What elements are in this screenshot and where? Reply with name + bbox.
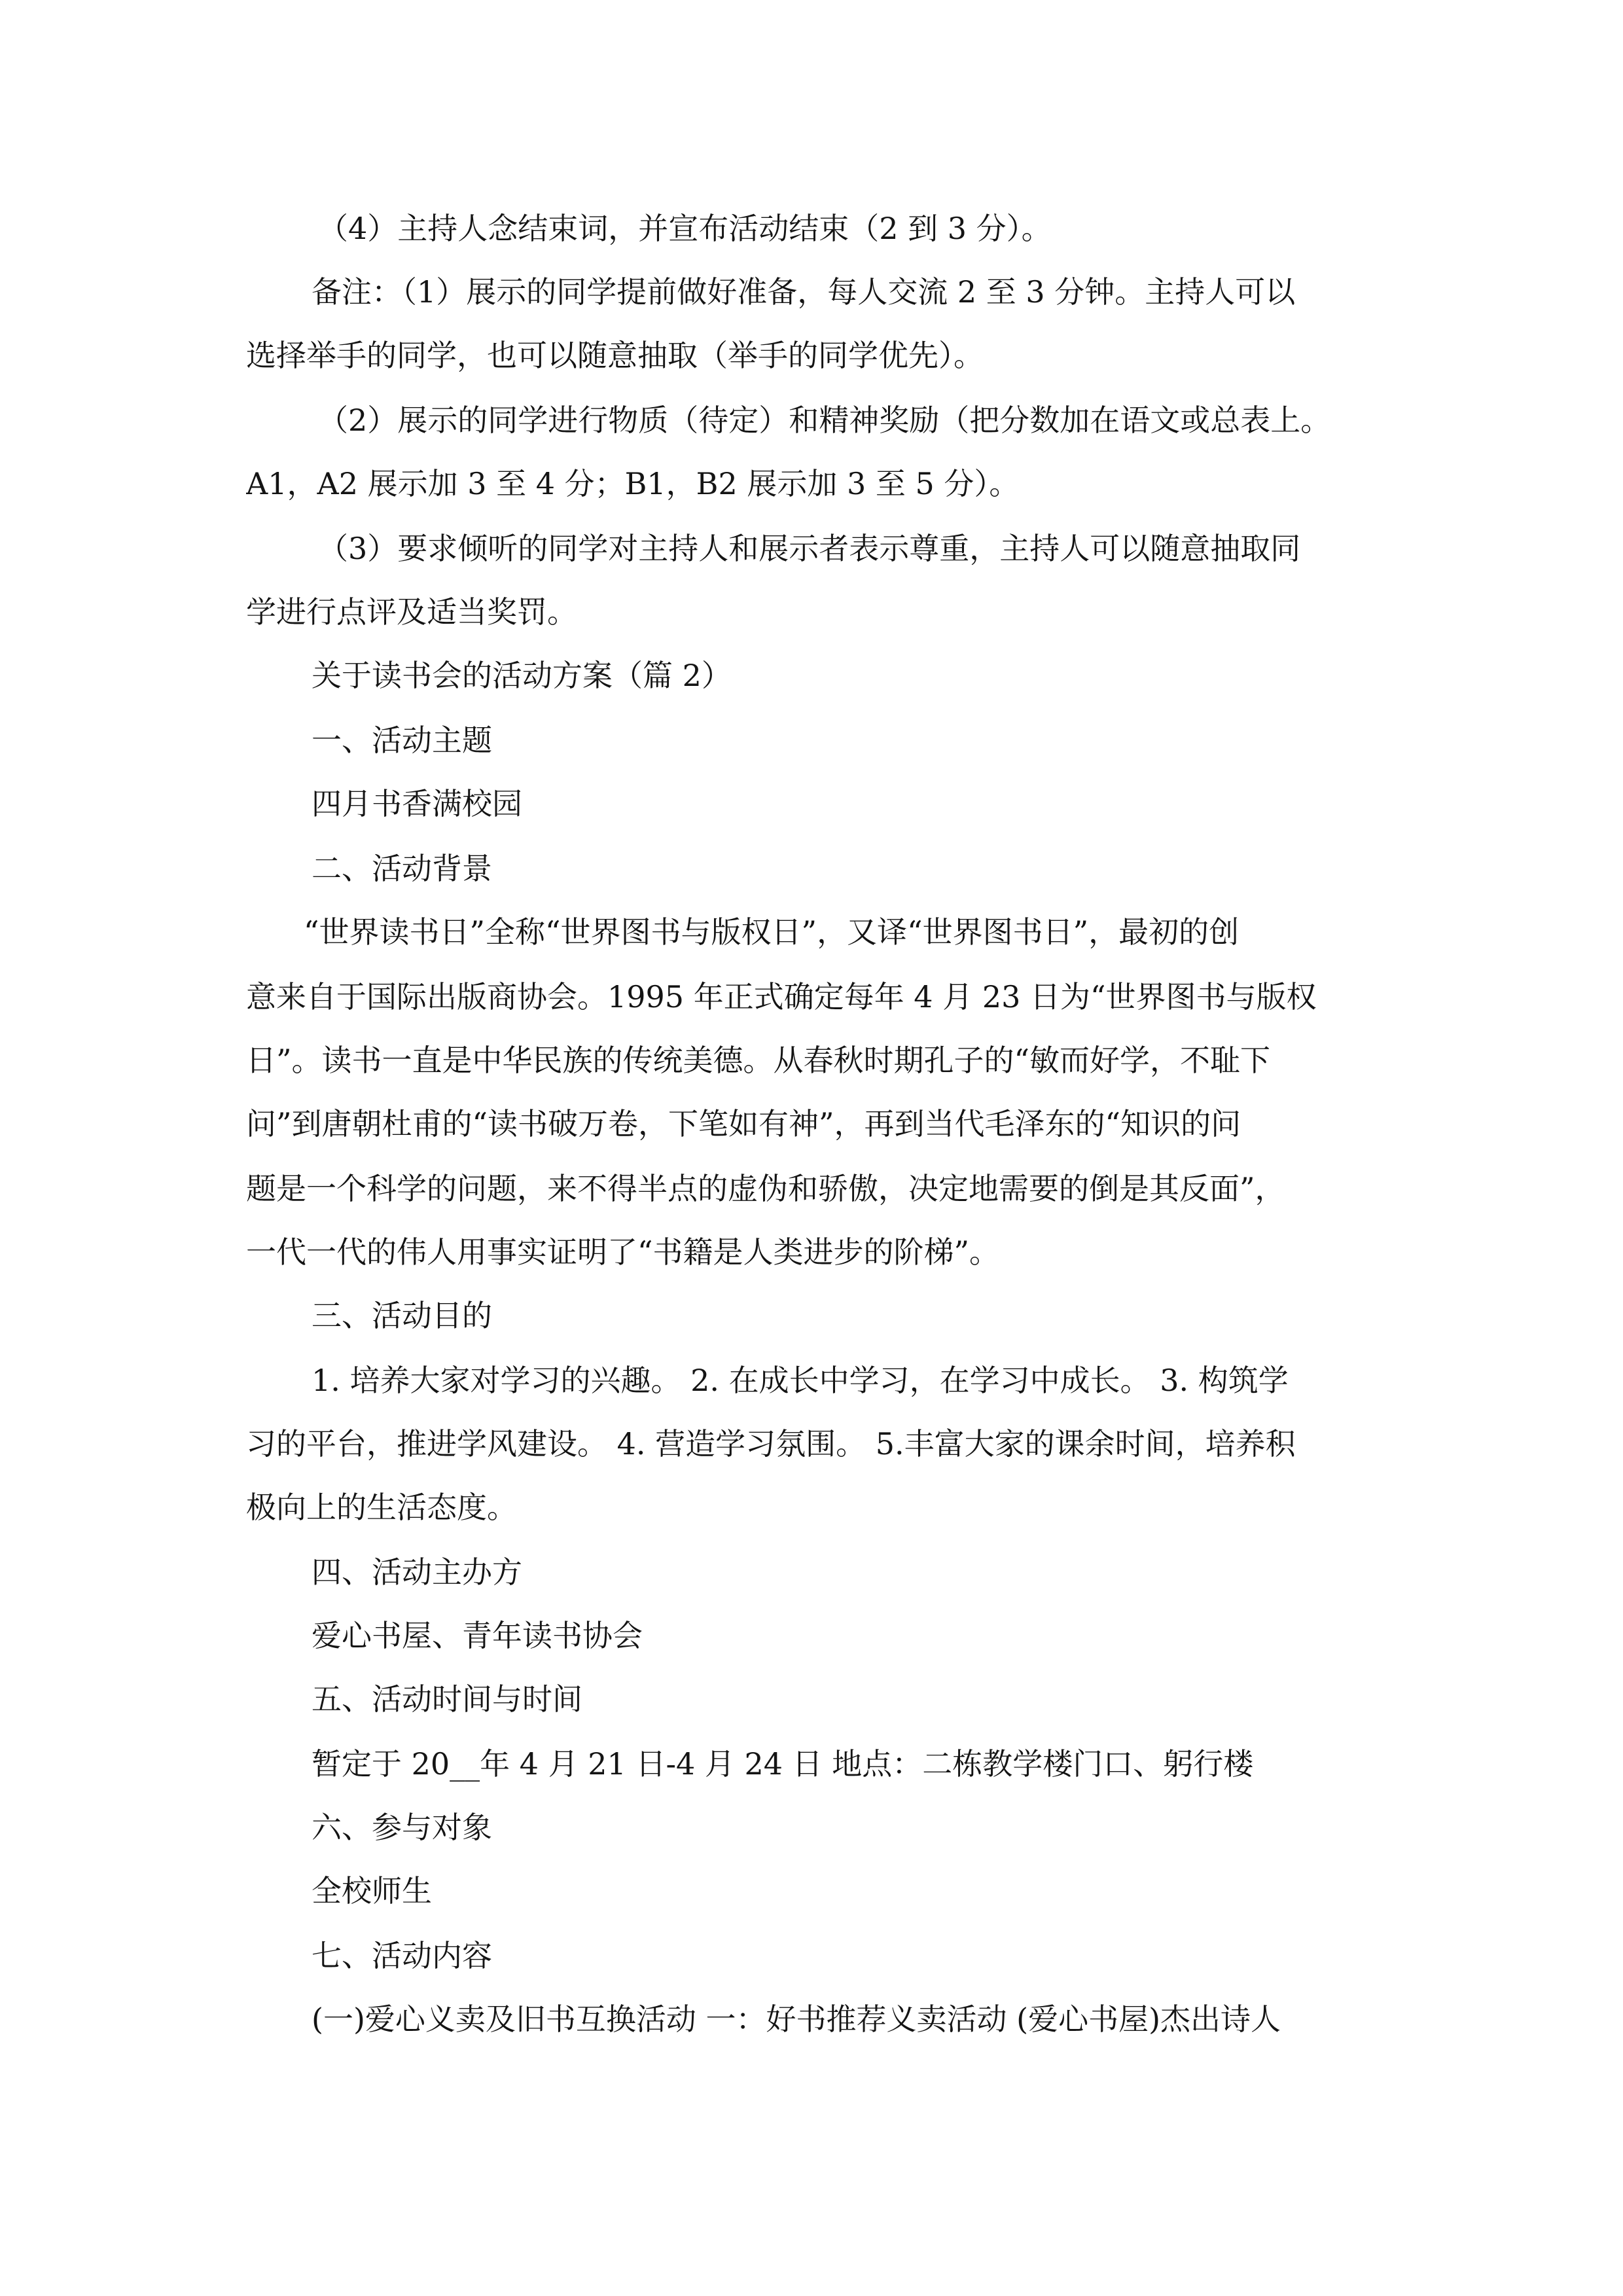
text-line-7: 学进行点评及适当奖罚。 [246,594,577,630]
text-line-6: （3）要求倾听的同学对主持人和展示者表示尊重，主持人可以随意抽取同 [318,531,1301,566]
text-line-27: 全校师生 [312,1873,432,1909]
heading-5: 五、活动时间与时间 [312,1681,582,1717]
text-line-14: 日”。读书一直是中华民族的传统美德。从春秋时期孔子的“敏而好学，不耻下 [246,1043,1271,1078]
text-line-19: 1. 培养大家对学习的兴趣。 2. 在成长中学习，在学习中成长。 3. 构筑学 [312,1363,1289,1398]
text-line-3: 选择举手的同学，也可以随意抽取（举手的同学优先）。 [246,338,984,373]
text-line-23: 爱心书屋、青年读书协会 [312,1618,643,1653]
heading-6: 六、参与对象 [312,1810,492,1845]
heading-3: 三、活动目的 [312,1298,492,1333]
text-line-29: (一)爱心义卖及旧书互换活动 一：好书推荐义卖活动 (爱心书屋)杰出诗人 [312,2001,1281,2037]
text-line-16: 题是一个科学的问题，来不得半点的虚伪和骄傲，决定地需要的倒是其反面”， [246,1171,1285,1206]
text-line-4: （2）展示的同学进行物质（待定）和精神奖励（把分数加在语文或总表上。 [318,403,1331,438]
text-line-25: 暂定于 20__年 4 月 21 日-4 月 24 日 地点：二栋教学楼门口、躬行楼 [312,1746,1254,1782]
heading-7: 七、活动内容 [312,1938,492,1973]
text-line-2: 备注：（1）展示的同学提前做好准备，每人交流 2 至 3 分钟。主持人可以 [312,274,1296,310]
text-line-12: “世界读书日”全称“世界图书与版权日”，又译“世界图书日”，最初的创 [304,914,1240,950]
heading-1: 一、活动主题 [312,723,492,758]
text-line-20: 习的平台，推进学风建设。 4. 营造学习氛围。 5.丰富大家的课余时间，培养积 [246,1426,1296,1462]
text-line-21: 极向上的生活态度。 [246,1490,517,1525]
heading-2: 二、活动背景 [312,851,492,886]
heading-4: 四、活动主办方 [312,1554,522,1590]
text-line-13: 意来自于国际出版商协会。1995 年正式确定每年 4 月 23 日为“世界图书与版权 [246,979,1317,1014]
text-line-17: 一代一代的伟人用事实证明了“书籍是人类进步的阶梯”。 [246,1234,1000,1270]
text-line-1: （4）主持人念结束词，并宣布活动结束（2 到 3 分）。 [318,211,1052,246]
section-title: 关于读书会的活动方案（篇 2） [312,658,732,693]
text-line-10: 四月书香满校园 [312,786,522,821]
text-line-15: 问”到唐朝杜甫的“读书破万卷，下笔如有神”，再到当代毛泽东的“知识的问 [246,1106,1241,1141]
text-line-5: A1，A2 展示加 3 至 4 分；B1，B2 展示加 3 至 5 分）。 [246,466,1020,501]
